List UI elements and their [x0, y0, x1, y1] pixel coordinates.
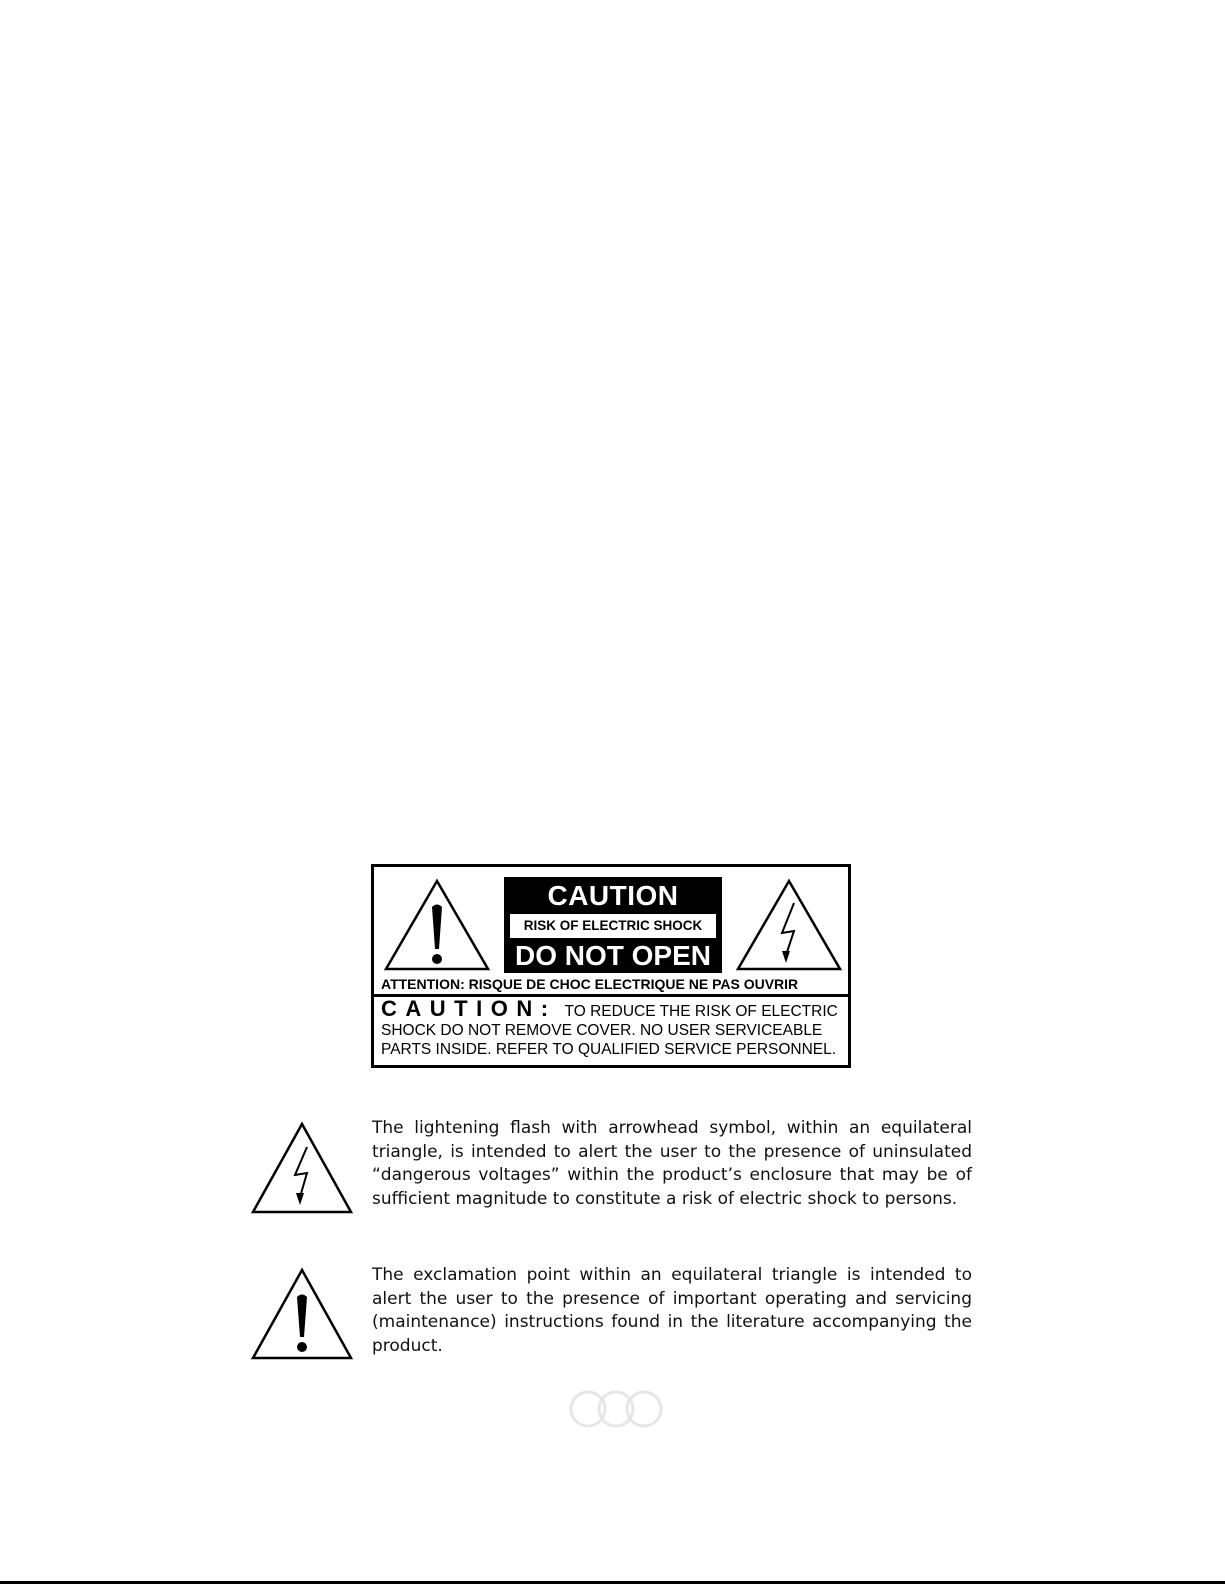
exclamation-triangle-icon	[250, 1267, 354, 1361]
exclamation-triangle-icon	[382, 877, 492, 973]
caution-title: CAUTION	[547, 880, 679, 911]
caution-header-block	[504, 877, 722, 973]
caution-word: CAUTION:	[381, 996, 557, 1021]
lightning-triangle-icon	[250, 1121, 354, 1215]
attention-french-text: ATTENTION: RISQUE DE CHOC ELECTRIQUE NE PAS OUVRIR	[381, 976, 799, 992]
caution-instructions	[381, 996, 845, 1059]
risk-of-shock-text: RISK OF ELECTRIC SHOCK	[510, 914, 716, 938]
caution-label	[371, 864, 851, 1068]
lightning-symbol-description: The lightening flash with arrowhead symbol, within an equilateral triangle, is intended to alert the user to the presence of uninsulated “dangerous voltages” within the product’s enclosure that may be of sufficient magnitude to constitute a risk of electric shock to persons.	[372, 1118, 972, 1209]
lightning-triangle-icon	[734, 877, 844, 973]
caution-line-1: TO REDUCE THE RISK OF ELECTRIC	[564, 1003, 838, 1020]
caution-line-3: PARTS INSIDE. REFER TO QUALIFIED SERVICE PERSONNEL.	[381, 1041, 837, 1058]
bottom-rule	[0, 1581, 1225, 1584]
exclamation-symbol-description: The exclamation point within an equilateral triangle is intended to alert the user to the presence of important operating and servicing (maintenance) instructions found in the literature accompanying the product.	[372, 1265, 972, 1356]
caution-line-2: SHOCK DO NOT REMOVE COVER. NO USER SERVICEABLE	[381, 1022, 823, 1039]
logo-watermark-icon	[566, 1389, 666, 1429]
do-not-open-text: DO NOT OPEN	[514, 940, 711, 971]
